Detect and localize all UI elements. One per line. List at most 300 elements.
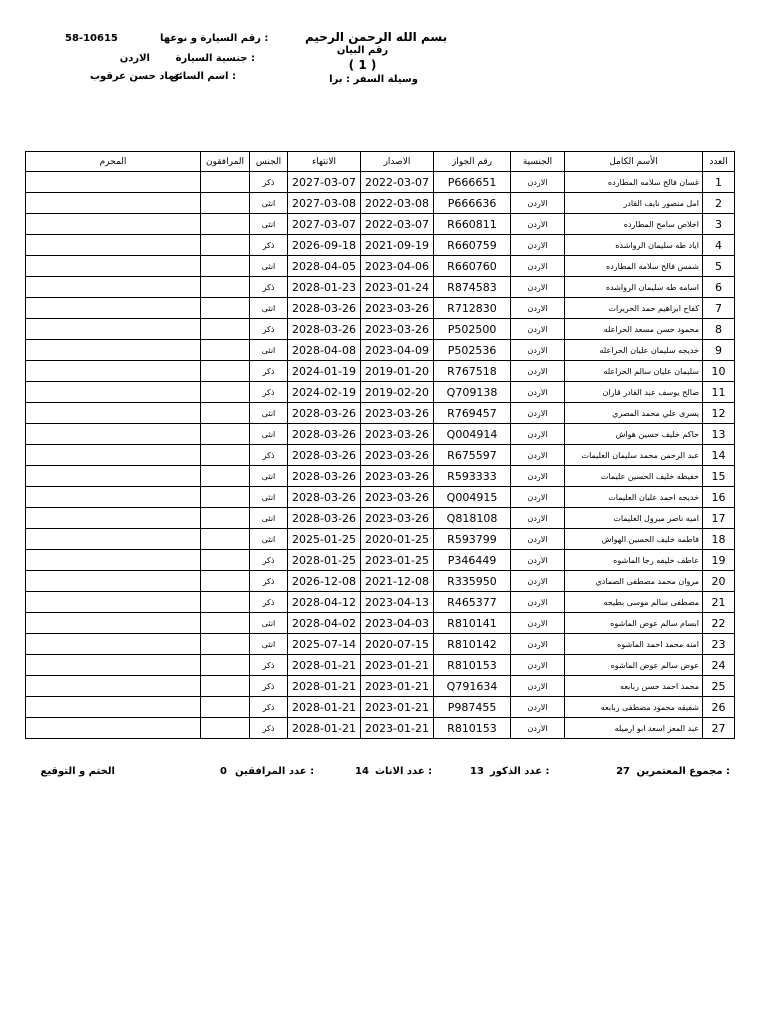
cell-nationality: الاردن bbox=[511, 277, 565, 298]
table-row bbox=[26, 403, 735, 424]
cell-issue: 2023-03-26 bbox=[361, 466, 434, 487]
cell-companions bbox=[201, 466, 250, 487]
cell-mahram bbox=[26, 550, 201, 571]
cell-nationality: الاردن bbox=[511, 508, 565, 529]
cell-passport: R593799 bbox=[434, 529, 511, 550]
cell-issue: 2023-04-03 bbox=[361, 613, 434, 634]
cell-sex: ذكر bbox=[250, 445, 288, 466]
table-row bbox=[26, 508, 735, 529]
cell-companions bbox=[201, 634, 250, 655]
table-row bbox=[26, 277, 735, 298]
cell-no: 4 bbox=[703, 235, 735, 256]
cell-mahram bbox=[26, 256, 201, 277]
cell-nationality: الاردن bbox=[511, 403, 565, 424]
cell-sex: انثى bbox=[250, 529, 288, 550]
cell-name: صالح يوسف عبد القادر قاران bbox=[565, 382, 703, 403]
cell-expiry: 2028-04-08 bbox=[288, 340, 361, 361]
cell-sex: انثى bbox=[250, 256, 288, 277]
table-row bbox=[26, 718, 735, 739]
cell-companions bbox=[201, 340, 250, 361]
cell-mahram bbox=[26, 634, 201, 655]
cell-companions bbox=[201, 298, 250, 319]
cell-no: 14 bbox=[703, 445, 735, 466]
cell-mahram bbox=[26, 466, 201, 487]
cell-issue: 2023-03-26 bbox=[361, 487, 434, 508]
header-no: العدد bbox=[703, 152, 735, 172]
table-row bbox=[26, 424, 735, 445]
cell-no: 6 bbox=[703, 277, 735, 298]
cell-companions bbox=[201, 655, 250, 676]
table-row bbox=[26, 214, 735, 235]
manifest-number: ( 1 ) bbox=[348, 58, 377, 72]
cell-companions bbox=[201, 382, 250, 403]
cell-no: 11 bbox=[703, 382, 735, 403]
cell-mahram bbox=[26, 676, 201, 697]
cell-name: عبد الرحمن محمد سليمان العليمات bbox=[565, 445, 703, 466]
cell-issue: 2023-01-21 bbox=[361, 718, 434, 739]
cell-companions bbox=[201, 424, 250, 445]
cell-sex: انثى bbox=[250, 487, 288, 508]
cell-name: اميه ناصر مبرول العليمات bbox=[565, 508, 703, 529]
cell-issue: 2019-01-20 bbox=[361, 361, 434, 382]
cell-mahram bbox=[26, 445, 201, 466]
cell-companions bbox=[201, 445, 250, 466]
cell-expiry: 2027-03-08 bbox=[288, 193, 361, 214]
cell-no: 9 bbox=[703, 340, 735, 361]
cell-name: امنه محمد احمد الماشوه bbox=[565, 634, 703, 655]
cell-no: 27 bbox=[703, 718, 735, 739]
cell-name: شمس فالح سلامه المطارده bbox=[565, 256, 703, 277]
cell-mahram bbox=[26, 571, 201, 592]
table-row bbox=[26, 676, 735, 697]
cell-expiry: 2028-01-25 bbox=[288, 550, 361, 571]
cell-nationality: الاردن bbox=[511, 319, 565, 340]
cell-passport: R810141 bbox=[434, 613, 511, 634]
cell-no: 2 bbox=[703, 193, 735, 214]
cell-sex: ذكر bbox=[250, 697, 288, 718]
cell-expiry: 2027-03-07 bbox=[288, 172, 361, 193]
cell-name: اياد طه سليمان الرواشده bbox=[565, 235, 703, 256]
cell-issue: 2023-03-26 bbox=[361, 424, 434, 445]
cell-passport: Q004915 bbox=[434, 487, 511, 508]
stamp-signature-label: الختم و التوقيع bbox=[40, 766, 115, 777]
cell-passport: R335950 bbox=[434, 571, 511, 592]
cell-name: فاطمه خليف الحسين الهواش bbox=[565, 529, 703, 550]
table-row bbox=[26, 613, 735, 634]
cell-expiry: 2025-01-25 bbox=[288, 529, 361, 550]
cell-nationality: الاردن bbox=[511, 424, 565, 445]
cell-passport: R769457 bbox=[434, 403, 511, 424]
cell-sex: ذكر bbox=[250, 592, 288, 613]
cell-nationality: الاردن bbox=[511, 697, 565, 718]
cell-passport: P502500 bbox=[434, 319, 511, 340]
header-issue: الاصدار bbox=[361, 152, 434, 172]
cell-mahram bbox=[26, 592, 201, 613]
table-row bbox=[26, 298, 735, 319]
cell-mahram bbox=[26, 403, 201, 424]
cell-companions bbox=[201, 361, 250, 382]
females-value: 14 bbox=[355, 766, 369, 777]
cell-passport: R660760 bbox=[434, 256, 511, 277]
table-row bbox=[26, 256, 735, 277]
cell-no: 3 bbox=[703, 214, 735, 235]
cell-sex: ذكر bbox=[250, 571, 288, 592]
cell-name: عبد المعز اسعد ابو ارميله bbox=[565, 718, 703, 739]
cell-passport: R660811 bbox=[434, 214, 511, 235]
cell-sex: انثى bbox=[250, 424, 288, 445]
cell-companions bbox=[201, 319, 250, 340]
cell-nationality: الاردن bbox=[511, 550, 565, 571]
header-name: الأسم الكامل bbox=[565, 152, 703, 172]
total-label: مجموع المعتمرين : bbox=[636, 766, 730, 777]
cell-sex: انثى bbox=[250, 466, 288, 487]
cell-nationality: الاردن bbox=[511, 214, 565, 235]
cell-name: عوض سالم عوض الماشوه bbox=[565, 655, 703, 676]
cell-name: شفيقه محمود مصطفى ربابعه bbox=[565, 697, 703, 718]
header-sex: الجنس bbox=[250, 152, 288, 172]
cell-companions bbox=[201, 571, 250, 592]
cell-passport: P987455 bbox=[434, 697, 511, 718]
cell-companions bbox=[201, 487, 250, 508]
cell-sex: ذكر bbox=[250, 277, 288, 298]
cell-sex: ذكر bbox=[250, 550, 288, 571]
cell-mahram bbox=[26, 172, 201, 193]
cell-expiry: 2028-03-26 bbox=[288, 466, 361, 487]
driver-value: عماد حسن عرقوب bbox=[90, 71, 182, 82]
table-row bbox=[26, 571, 735, 592]
cell-no: 8 bbox=[703, 319, 735, 340]
cell-no: 12 bbox=[703, 403, 735, 424]
cell-nationality: الاردن bbox=[511, 487, 565, 508]
cell-nationality: الاردن bbox=[511, 298, 565, 319]
cell-passport: Q818108 bbox=[434, 508, 511, 529]
cell-name: اسامه طه سليمان الرواشده bbox=[565, 277, 703, 298]
cell-nationality: الاردن bbox=[511, 613, 565, 634]
table-row bbox=[26, 361, 735, 382]
cell-issue: 2023-03-26 bbox=[361, 298, 434, 319]
cell-nationality: الاردن bbox=[511, 718, 565, 739]
cell-nationality: الاردن bbox=[511, 382, 565, 403]
cell-no: 22 bbox=[703, 613, 735, 634]
cell-no: 20 bbox=[703, 571, 735, 592]
males-value: 13 bbox=[470, 766, 484, 777]
cell-name: ابسام سالم عوض الماشوه bbox=[565, 613, 703, 634]
cell-sex: انثى bbox=[250, 508, 288, 529]
travel-value: برا bbox=[329, 74, 343, 85]
cell-issue: 2023-01-21 bbox=[361, 676, 434, 697]
cell-no: 7 bbox=[703, 298, 735, 319]
cell-passport: Q709138 bbox=[434, 382, 511, 403]
cell-no: 25 bbox=[703, 676, 735, 697]
cell-mahram bbox=[26, 655, 201, 676]
cell-nationality: الاردن bbox=[511, 592, 565, 613]
cell-name: خديجه سليمان عليان الحراعله bbox=[565, 340, 703, 361]
cell-mahram bbox=[26, 235, 201, 256]
cell-issue: 2022-03-08 bbox=[361, 193, 434, 214]
header-mahram: المحرم bbox=[26, 152, 201, 172]
cell-nationality: الاردن bbox=[511, 571, 565, 592]
cell-passport: R712830 bbox=[434, 298, 511, 319]
basmala: بسم الله الرحمن الرحيم bbox=[305, 30, 448, 44]
cell-nationality: الاردن bbox=[511, 361, 565, 382]
cell-sex: ذكر bbox=[250, 655, 288, 676]
cell-mahram bbox=[26, 298, 201, 319]
cell-passport: R767518 bbox=[434, 361, 511, 382]
cell-sex: انثى bbox=[250, 340, 288, 361]
cell-issue: 2023-01-21 bbox=[361, 697, 434, 718]
cell-sex: ذكر bbox=[250, 361, 288, 382]
cell-name: امل منصور نايف القادر bbox=[565, 193, 703, 214]
cell-name: حاكم خليف حسين هواش bbox=[565, 424, 703, 445]
females-label: عدد الاناث : bbox=[375, 766, 433, 777]
cell-expiry: 2028-01-21 bbox=[288, 697, 361, 718]
companions-value: 0 bbox=[220, 766, 227, 777]
cell-expiry: 2028-01-23 bbox=[288, 277, 361, 298]
cell-no: 21 bbox=[703, 592, 735, 613]
cell-nationality: الاردن bbox=[511, 235, 565, 256]
table-row bbox=[26, 235, 735, 256]
table-row bbox=[26, 445, 735, 466]
manifest-label: رقم البيان bbox=[336, 45, 389, 56]
cell-passport: R593333 bbox=[434, 466, 511, 487]
table-row bbox=[26, 382, 735, 403]
cell-companions bbox=[201, 403, 250, 424]
cell-issue: 2023-04-09 bbox=[361, 340, 434, 361]
cell-nationality: الاردن bbox=[511, 340, 565, 361]
cell-expiry: 2028-03-26 bbox=[288, 319, 361, 340]
cell-nationality: الاردن bbox=[511, 193, 565, 214]
cell-no: 16 bbox=[703, 487, 735, 508]
cell-nationality: الاردن bbox=[511, 529, 565, 550]
table-row bbox=[26, 193, 735, 214]
cell-nationality: الاردن bbox=[511, 676, 565, 697]
cell-companions bbox=[201, 592, 250, 613]
cell-companions bbox=[201, 550, 250, 571]
cell-name: عاطف خليفه رجا الماشوه bbox=[565, 550, 703, 571]
driver-label: اسم السائق : bbox=[170, 71, 236, 82]
cell-name: خديجه احمد عليان العليمات bbox=[565, 487, 703, 508]
cell-expiry: 2028-04-05 bbox=[288, 256, 361, 277]
cell-companions bbox=[201, 697, 250, 718]
cell-name: محمود حسن مسعد الحراعله bbox=[565, 319, 703, 340]
cell-companions bbox=[201, 529, 250, 550]
cell-mahram bbox=[26, 382, 201, 403]
nationality-label: جنسية السيارة : bbox=[175, 53, 255, 64]
table-row bbox=[26, 340, 735, 361]
cell-companions bbox=[201, 718, 250, 739]
cell-companions bbox=[201, 172, 250, 193]
cell-expiry: 2025-07-14 bbox=[288, 634, 361, 655]
cell-issue: 2023-04-06 bbox=[361, 256, 434, 277]
cell-passport: R810153 bbox=[434, 655, 511, 676]
cell-passport: Q791634 bbox=[434, 676, 511, 697]
cell-sex: انثى bbox=[250, 193, 288, 214]
cell-issue: 2023-03-26 bbox=[361, 403, 434, 424]
cell-expiry: 2028-01-21 bbox=[288, 718, 361, 739]
table-row bbox=[26, 592, 735, 613]
cell-no: 15 bbox=[703, 466, 735, 487]
cell-mahram bbox=[26, 193, 201, 214]
cell-mahram bbox=[26, 277, 201, 298]
nationality-value: الاردن bbox=[119, 53, 150, 64]
cell-expiry: 2028-03-26 bbox=[288, 445, 361, 466]
cell-issue: 2020-07-15 bbox=[361, 634, 434, 655]
cell-name: سليمان عليان سالم الحراعله bbox=[565, 361, 703, 382]
cell-name: حفيظه خليف الحسين عليمات bbox=[565, 466, 703, 487]
cell-issue: 2021-09-19 bbox=[361, 235, 434, 256]
total-value: 27 bbox=[616, 766, 630, 777]
table-row bbox=[26, 550, 735, 571]
cell-companions bbox=[201, 676, 250, 697]
cell-companions bbox=[201, 508, 250, 529]
cell-companions bbox=[201, 613, 250, 634]
cell-passport: R810142 bbox=[434, 634, 511, 655]
cell-sex: ذكر bbox=[250, 172, 288, 193]
cell-sex: انثى bbox=[250, 298, 288, 319]
cell-companions bbox=[201, 277, 250, 298]
cell-issue: 2023-03-26 bbox=[361, 319, 434, 340]
cell-passport: R810153 bbox=[434, 718, 511, 739]
cell-passport: P666636 bbox=[434, 193, 511, 214]
cell-name: يسرى علي محمد المصري bbox=[565, 403, 703, 424]
cell-expiry: 2028-01-21 bbox=[288, 676, 361, 697]
cell-no: 23 bbox=[703, 634, 735, 655]
cell-nationality: الاردن bbox=[511, 466, 565, 487]
cell-expiry: 2027-03-07 bbox=[288, 214, 361, 235]
cell-sex: انثى bbox=[250, 214, 288, 235]
cell-mahram bbox=[26, 424, 201, 445]
cell-issue: 2022-03-07 bbox=[361, 214, 434, 235]
cell-passport: R465377 bbox=[434, 592, 511, 613]
cell-issue: 2023-04-13 bbox=[361, 592, 434, 613]
cell-passport: R660759 bbox=[434, 235, 511, 256]
table-row bbox=[26, 466, 735, 487]
cell-mahram bbox=[26, 319, 201, 340]
cell-name: محمد احمد حسن ربابعه bbox=[565, 676, 703, 697]
cell-issue: 2023-03-26 bbox=[361, 445, 434, 466]
cell-expiry: 2028-03-26 bbox=[288, 403, 361, 424]
cell-companions bbox=[201, 256, 250, 277]
cell-sex: ذكر bbox=[250, 319, 288, 340]
plate-value: 58-10615 bbox=[65, 33, 118, 44]
header-companions: المرافقون bbox=[201, 152, 250, 172]
table-row bbox=[26, 634, 735, 655]
cell-mahram bbox=[26, 487, 201, 508]
cell-passport: P346449 bbox=[434, 550, 511, 571]
table-row bbox=[26, 697, 735, 718]
cell-passport: R874583 bbox=[434, 277, 511, 298]
companions-label: عدد المرافقين : bbox=[235, 766, 315, 777]
cell-no: 13 bbox=[703, 424, 735, 445]
cell-name: كفاح ابراهيم حمد الحريرات bbox=[565, 298, 703, 319]
cell-no: 17 bbox=[703, 508, 735, 529]
cell-name: غسان فالح سلامه المطارده bbox=[565, 172, 703, 193]
cell-expiry: 2028-03-26 bbox=[288, 508, 361, 529]
cell-nationality: الاردن bbox=[511, 256, 565, 277]
cell-sex: ذكر bbox=[250, 235, 288, 256]
cell-expiry: 2028-03-26 bbox=[288, 298, 361, 319]
cell-no: 1 bbox=[703, 172, 735, 193]
cell-issue: 2023-03-26 bbox=[361, 508, 434, 529]
table-row bbox=[26, 529, 735, 550]
cell-mahram bbox=[26, 340, 201, 361]
cell-mahram bbox=[26, 361, 201, 382]
cell-no: 18 bbox=[703, 529, 735, 550]
table-header-row bbox=[26, 152, 735, 172]
cell-mahram bbox=[26, 613, 201, 634]
cell-mahram bbox=[26, 697, 201, 718]
table-row bbox=[26, 655, 735, 676]
table-row bbox=[26, 319, 735, 340]
cell-mahram bbox=[26, 529, 201, 550]
cell-passport: P666651 bbox=[434, 172, 511, 193]
table-row bbox=[26, 487, 735, 508]
cell-sex: انثى bbox=[250, 403, 288, 424]
cell-name: مصطفى سالم موسى بطيحه bbox=[565, 592, 703, 613]
travel-method bbox=[330, 74, 418, 85]
cell-issue: 2019-02-20 bbox=[361, 382, 434, 403]
cell-expiry: 2028-03-26 bbox=[288, 424, 361, 445]
cell-no: 19 bbox=[703, 550, 735, 571]
cell-expiry: 2028-03-26 bbox=[288, 487, 361, 508]
cell-expiry: 2028-04-02 bbox=[288, 613, 361, 634]
cell-issue: 2020-01-25 bbox=[361, 529, 434, 550]
cell-expiry: 2026-12-08 bbox=[288, 571, 361, 592]
cell-issue: 2021-12-08 bbox=[361, 571, 434, 592]
cell-nationality: الاردن bbox=[511, 655, 565, 676]
cell-expiry: 2028-04-12 bbox=[288, 592, 361, 613]
cell-nationality: الاردن bbox=[511, 172, 565, 193]
table-row bbox=[26, 172, 735, 193]
cell-passport: P502536 bbox=[434, 340, 511, 361]
cell-nationality: الاردن bbox=[511, 634, 565, 655]
cell-no: 24 bbox=[703, 655, 735, 676]
males-label: عدد الذكور : bbox=[490, 766, 550, 777]
cell-passport: R675597 bbox=[434, 445, 511, 466]
cell-sex: ذكر bbox=[250, 676, 288, 697]
cell-expiry: 2024-02-19 bbox=[288, 382, 361, 403]
cell-passport: Q004914 bbox=[434, 424, 511, 445]
travel-label: وسيلة السفر : bbox=[345, 74, 418, 85]
cell-mahram bbox=[26, 718, 201, 739]
cell-sex: انثى bbox=[250, 613, 288, 634]
header-nationality: الجنسية bbox=[511, 152, 565, 172]
cell-sex: انثى bbox=[250, 634, 288, 655]
cell-expiry: 2026-09-18 bbox=[288, 235, 361, 256]
cell-no: 26 bbox=[703, 697, 735, 718]
cell-issue: 2023-01-25 bbox=[361, 550, 434, 571]
cell-issue: 2023-01-24 bbox=[361, 277, 434, 298]
cell-mahram bbox=[26, 214, 201, 235]
cell-issue: 2023-01-21 bbox=[361, 655, 434, 676]
cell-expiry: 2028-01-21 bbox=[288, 655, 361, 676]
pilgrims-table bbox=[25, 151, 735, 739]
cell-nationality: الاردن bbox=[511, 445, 565, 466]
header-passport: رقم الجواز bbox=[434, 152, 511, 172]
cell-issue: 2022-03-07 bbox=[361, 172, 434, 193]
cell-expiry: 2024-01-19 bbox=[288, 361, 361, 382]
cell-sex: ذكر bbox=[250, 382, 288, 403]
cell-companions bbox=[201, 193, 250, 214]
cell-no: 5 bbox=[703, 256, 735, 277]
cell-mahram bbox=[26, 508, 201, 529]
cell-sex: ذكر bbox=[250, 718, 288, 739]
cell-companions bbox=[201, 214, 250, 235]
cell-no: 10 bbox=[703, 361, 735, 382]
plate-label: رقم السيارة و نوعها : bbox=[160, 33, 269, 44]
cell-companions bbox=[201, 235, 250, 256]
cell-name: مروان محمد مصطفى الصمادي bbox=[565, 571, 703, 592]
